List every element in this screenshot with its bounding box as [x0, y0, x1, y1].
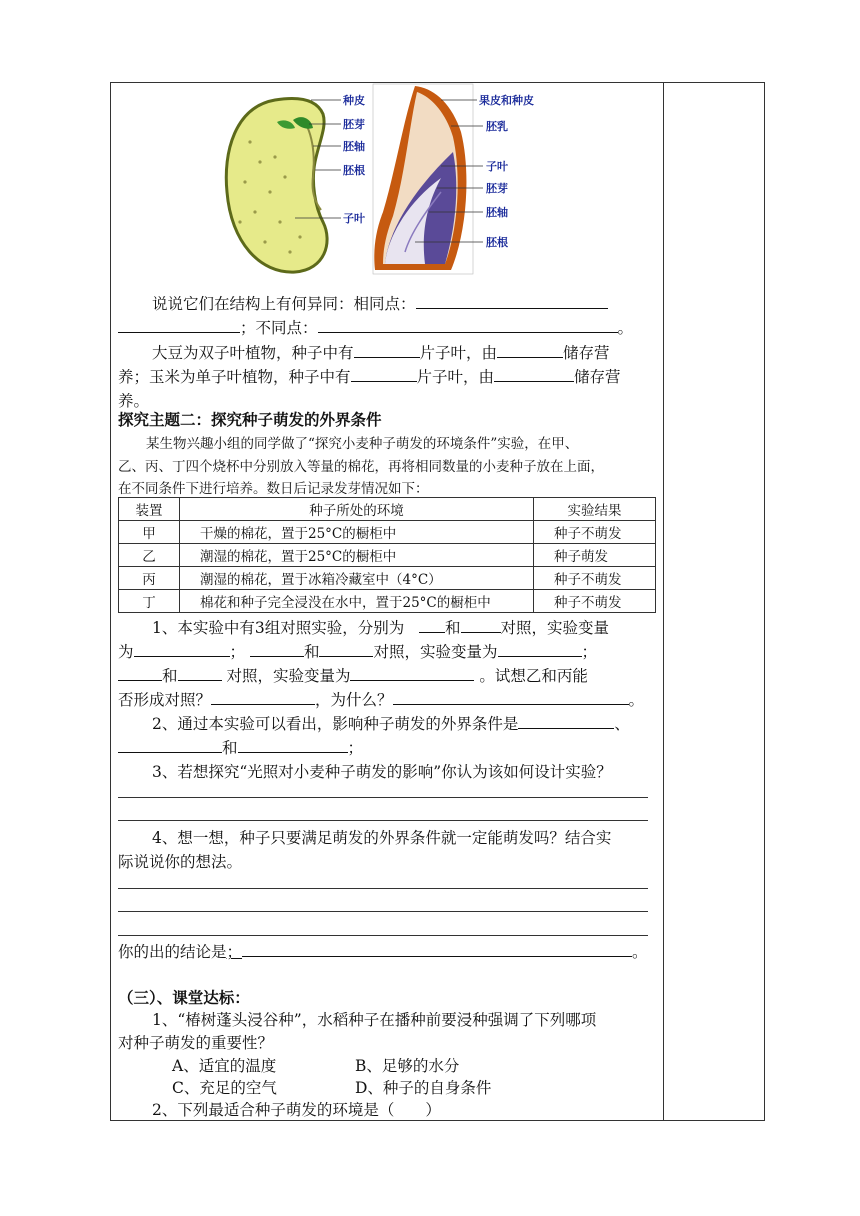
similarity-blank-2[interactable]	[118, 316, 240, 333]
corn-label-plumule: 胚芽	[486, 182, 508, 195]
corn-label-hypocotyl: 胚轴	[486, 206, 508, 219]
q2-blank-1[interactable]	[518, 712, 614, 729]
q2-line-1: 2、通过本实验可以看出，影响种子萌发的外界条件是 、	[152, 712, 630, 736]
q1-blank-5[interactable]	[319, 640, 373, 657]
q1-blank-8[interactable]	[178, 664, 222, 681]
topic2-intro-2: 乙、丙、丁四个烧杯中分别放入等量的棉花，再将相同数量的小麦种子放在上面，	[118, 459, 604, 475]
q4-answer-line-1[interactable]	[118, 888, 648, 889]
q2-blank-2[interactable]	[118, 736, 222, 753]
corn-label-pericarp: 果皮和种皮	[479, 94, 534, 107]
seed-structure-figure	[215, 82, 555, 277]
bean-seed-diagram	[226, 93, 366, 272]
column-divider	[663, 82, 664, 1121]
cotyledon-line-1: 大豆为双子叶植物，种子中有 片子叶，由 储存营	[152, 341, 610, 365]
bean-label-radicle: 胚根	[343, 164, 365, 177]
q1-line-1: 1、本实验中有3组对照实验，分别为 和 对照，实验变量	[152, 616, 609, 640]
bean-label-cotyledon: 子叶	[343, 212, 365, 225]
conclusion-blank[interactable]	[242, 940, 632, 957]
corn-seed-diagram	[373, 84, 534, 274]
option-b[interactable]: B、足够的水分	[355, 1057, 460, 1075]
bean-label-seed-coat: 种皮	[343, 94, 365, 107]
soy-cotyledon-count-blank[interactable]	[354, 341, 420, 358]
topic2-intro-1: 某生物兴趣小组的同学做了“探究小麦种子萌发的环境条件”实验，在甲、	[146, 436, 579, 452]
bean-label-hypocotyl: 胚轴	[343, 140, 365, 153]
table-header-device: 装置	[119, 498, 180, 521]
q1-blank-2[interactable]	[461, 616, 501, 633]
difference-blank[interactable]	[318, 316, 618, 333]
option-d[interactable]: D、种子的自身条件	[355, 1079, 492, 1097]
q1-blank-10[interactable]	[211, 688, 315, 705]
corn-storage-blank[interactable]	[494, 365, 574, 382]
bean-label-plumule: 胚芽	[343, 118, 365, 131]
section3-title: （三）、课堂达标：	[118, 988, 250, 1007]
table-row: 甲 干燥的棉花，置于25°C的橱柜中 种子不萌发	[119, 521, 656, 544]
q3-answer-line-1[interactable]	[118, 797, 648, 798]
q1-blank-3[interactable]	[134, 640, 230, 657]
topic2-intro-3: 在不同条件下进行培养。数日后记录发芽情况如下：	[118, 481, 429, 497]
q1-blank-9[interactable]	[350, 664, 474, 681]
q4-answer-line-2[interactable]	[118, 911, 648, 912]
q1-blank-7[interactable]	[118, 664, 162, 681]
table-header-environment: 种子所处的环境	[180, 498, 534, 521]
option-c[interactable]: C、充足的空气	[172, 1079, 277, 1097]
corn-label-cotyledon: 子叶	[486, 160, 508, 173]
compare-line-2: ；不同点： 。	[118, 316, 633, 340]
q4-answer-line-3[interactable]	[118, 935, 648, 936]
table-row: 丙 潮湿的棉花，置于冰箱冷藏室中（4°C） 种子不萌发	[119, 567, 656, 590]
q1-blank-4[interactable]	[250, 640, 304, 657]
q4-line-1: 4、想一想，种子只要满足萌发的外界条件就一定能萌发吗？结合实	[152, 829, 612, 847]
q4-line-2: 际说说你的想法。	[118, 853, 243, 871]
q3-text: 3、若想探究“光照对小麦种子萌发的影响”你认为该如何设计实验？	[152, 763, 612, 781]
table-header-result: 实验结果	[534, 498, 656, 521]
q3-answer-line-2[interactable]	[118, 820, 648, 821]
soy-storage-blank[interactable]	[497, 341, 563, 358]
q2-line-2: 和 ；	[118, 736, 363, 760]
q1-line-3: 和 对照，实验变量为 。试想乙和丙能	[118, 664, 588, 688]
topic2-title: 探究主题二：探究种子萌发的外界条件	[118, 410, 382, 429]
table-row: 丁 棉花和种子完全浸没在水中，置于25°C的橱柜中 种子不萌发	[119, 590, 656, 613]
cotyledon-line-2: 养；玉米为单子叶植物，种子中有 片子叶，由 储存营	[118, 365, 621, 389]
section3-q2: 2、下列最适合种子萌发的环境是（ ）	[152, 1101, 441, 1119]
section3-q1-line-2: 对种子萌发的重要性？	[118, 1034, 274, 1052]
q1-blank-6[interactable]	[498, 640, 582, 657]
q1-blank-11[interactable]	[393, 688, 629, 705]
table-header-row	[119, 498, 656, 521]
similarity-blank[interactable]	[416, 292, 608, 309]
compare-line-1: 说说它们在结构上有何异同：相同点：	[152, 292, 608, 316]
q1-line-2: 为 ； 和 对照，实验变量为 ；	[118, 640, 597, 664]
conclusion-line: 你的出的结论是； 。	[118, 940, 648, 964]
q1-blank-1[interactable]	[419, 616, 445, 633]
cotyledon-line-3: 养。	[118, 392, 150, 410]
corn-label-radicle: 胚根	[486, 236, 508, 249]
section3-q1-line-1: 1、“椿树蓬头浸谷种”，水稻种子在播种前要浸种强调了下列哪项	[152, 1011, 597, 1029]
option-a[interactable]: A、适宜的温度	[172, 1057, 277, 1075]
q2-blank-3[interactable]	[238, 736, 348, 753]
table-row: 乙 潮湿的棉花，置于25°C的橱柜中 种子萌发	[119, 544, 656, 567]
corn-cotyledon-count-blank[interactable]	[351, 365, 417, 382]
experiment-table	[118, 497, 656, 613]
q1-line-4: 否形成对照？ ，为什么？ 。	[118, 688, 644, 712]
corn-label-endosperm: 胚乳	[486, 120, 508, 133]
